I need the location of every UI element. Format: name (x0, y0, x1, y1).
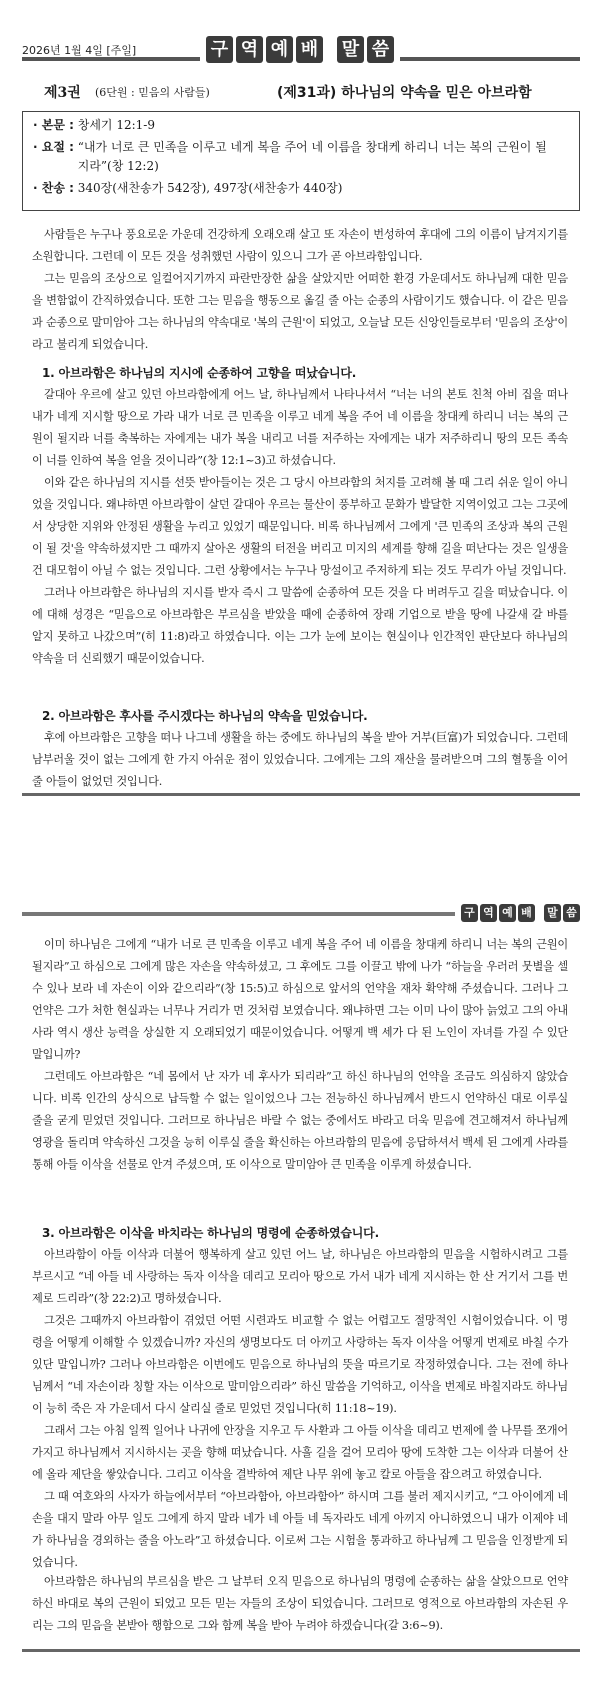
section-3-heading: 3. 아브라함은 이삭을 바치라는 하나님의 명령에 순종하였습니다. (42, 1226, 379, 1240)
section-1-heading: 1. 아브라함은 하나님의 지시에 순종하여 고향을 떠났습니다. (42, 366, 357, 380)
title-char: 역 (480, 904, 497, 922)
second-page-header (22, 904, 580, 926)
scripture-row (33, 116, 569, 135)
lesson-title: (제31과) 하나님의 약속을 믿은 아브라함 (277, 85, 532, 101)
page-bottom-rule (22, 793, 580, 796)
page-header (22, 34, 580, 68)
title-char: 구 (206, 36, 233, 63)
scripture-text: 창세기 12:1-9 (77, 118, 155, 132)
section-1-paragraph: 갈대아 우르에 살고 있던 아브라함에게 어느 날, 하나님께서 나타나셔서 “너는 너의 본토 친척 아비 집을 떠나 내가 네게 지시할 땅으로 가라 내가 너로 큰 민족을 이루고 네게 복을 주어 네 이름을 창대케 하리니 너는 복의 근원이 될지라 너를 축복하는 자에게는 내가 복을 내리고 너를 저주하는 자에게는 내가 저주하리니 땅의 모든 족속이 너를 인하여 복을 얻을 것이니라”(창 12:1~3)고 하셨습니다. (32, 388, 568, 467)
title-char: 씀 (367, 36, 394, 63)
section-3-paragraph: 아브라함이 아들 이삭과 더불어 행복하게 살고 있던 어느 날, 하나님은 아브라함의 믿음을 시험하시려고 그를 부르시고 “네 아들 네 사랑하는 독자 이삭을 데리고 모리아 땅으로 가서 내가 네게 지시하는 한 산 거기서 그를 번제로 드리라”(창 22:2)고 명하셨습니다. (32, 1248, 568, 1305)
section-3-paragraph: 그것은 그때까지 아브라함이 겪었던 어떤 시련과도 비교할 수 없는 어렵고도 절망적인 시험이었습니다. 이 명령을 어떻게 이해할 수 있겠습니까? 자신의 생명보다도 더 아끼고 사랑하는 독자 이삭을 어떻게 번제로 바칠 수가 있단 말입니까? 그러나 아브라함은 이번에도 믿음으로 하나님의 뜻을 따르기로 작정하였습니다. 그는 전에 하나님께서 “네 자손이라 칭할 자는 이삭으로 말미암으리라” 하신 말씀을 기억하고, 이삭을 번제로 바칠지라도 하나님이 능히 죽은 자 가운데서 다시 살리실 줄로 믿었던 것입니다(히 11:18~19). (32, 1314, 568, 1415)
section-2-continued (32, 934, 568, 1176)
key-verse-label: · 요절 : (33, 140, 74, 154)
intro-paragraph: 그는 믿음의 조상으로 일컬어지기까지 파란만장한 삶을 살았지만 어떠한 환경 가운데서도 하나님께 대한 믿음을 변함없이 간직하였습니다. 또한 그는 믿음을 행동으로 옮길 줄 아는 순종의 사람이기도 했습니다. 이 같은 믿음과 순종으로 말미암아 그는 하나님의 약속대로 '복의 근원'이 되었고, 오늘날 모든 신앙인들로부터 '믿음의 조상'이라고 불리게 되었습니다. (32, 272, 568, 351)
title-char: 구 (461, 904, 478, 922)
hymn-label: · 찬송 : (33, 181, 74, 195)
page-end-rule (22, 1649, 580, 1652)
section-3 (32, 1222, 568, 1574)
section-1-paragraph: 그러나 아브라함은 하나님의 지시를 받자 즉시 그 말씀에 순종하여 모든 것을 다 버려두고 길을 떠났습니다. 이에 대해 성경은 “믿음으로 아브라함은 부르심을 받았을 때에 순종하여 장래 기업으로 받을 땅에 나갈새 갈 바를 알지 못하고 나갔으며”(히 11:8)라고 하였습니다. 이는 그가 눈에 보이는 현실이나 인간적인 판단보다 하나님의 약속을 더 신뢰했기 때문이었습니다. (32, 586, 568, 665)
lesson-unit: (6단원 : 믿음의 사람들) (95, 86, 210, 99)
section-1 (32, 362, 568, 670)
lesson-heading (44, 82, 564, 104)
title-char: 말 (337, 36, 364, 63)
title-char: 배 (296, 36, 323, 63)
section-2-paragraph: 그런데도 아브라함은 “네 몸에서 난 자가 네 후사가 되리라”고 하신 하나님의 언약을 조금도 의심하지 않았습니다. 비록 인간의 상식으로 납득할 수 없는 일이었으나 그는 전능하신 하나님께서 반드시 언약하신 대로 이루실 줄을 굳게 믿었던 것입니다. 그러므로 하나님은 바랄 수 없는 중에서도 바라고 더욱 믿음에 견고해져서 하나님께 영광을 돌리며 약속하신 그것을 능히 이루실 줄을 확신하는 아브라함의 믿음에 응답하셔서 백세 된 그에게 사라를 통해 아들 이삭을 선물로 안겨 주셨으며, 또 이삭으로 말미암아 큰 민족을 이루게 하셨습니다. (32, 1070, 568, 1171)
conclusion (32, 1571, 568, 1637)
title-char: 역 (236, 36, 263, 63)
section-2 (32, 705, 568, 793)
title-char: 말 (544, 904, 561, 922)
section-3-paragraph: 그래서 그는 아침 일찍 일어나 나귀에 안장을 지우고 두 사환과 그 아들 이삭을 데리고 번제에 쓸 나무를 쪼개어 가지고 하나님께서 지시하시는 곳을 향해 떠났습니다. 사흘 길을 걸어 모리아 땅에 도착한 그는 이삭과 더불어 산에 올라 제단을 쌓았습니다. 그리고 이삭을 결박하여 제단 나무 위에 놓고 칼로 아들을 잡으려고 하였습니다. (32, 1424, 568, 1481)
hymn-row (33, 179, 569, 198)
lesson-volume: 제3권 (44, 85, 81, 101)
second-header-title (455, 904, 580, 922)
conclusion-paragraph: 아브라함은 하나님의 부르심을 받은 그 날부터 오직 믿음으로 하나님의 명령에 순종하는 삶을 살았으므로 언약하신 바대로 복의 근원이 되었고 모든 믿는 자들의 조상이 되었습니다. 그러므로 영적으로 아브라함의 자손된 우리는 그의 믿음을 본받아 행함으로 그와 함께 복을 받아 누려야 하겠습니다(갈 3:6~9). (32, 1575, 568, 1632)
title-char: 예 (499, 904, 516, 922)
hymn-text: 340장(새찬송가 542장), 497장(새찬송가 440장) (77, 181, 343, 195)
key-verse-row (33, 138, 569, 176)
title-char: 배 (518, 904, 535, 922)
lesson-info-box (22, 111, 580, 211)
section-2-paragraph: 후에 아브라함은 고향을 떠나 나그네 생활을 하는 중에도 하나님의 복을 받아 거부(巨富)가 되었습니다. 그런데 남부러울 것이 없는 그에게 한 가지 아쉬운 점이 있었습니다. 그에게는 그의 재산을 물려받으며 그의 혈통을 이어줄 아들이 없었던 것입니다. (32, 731, 568, 788)
title-char: 씀 (563, 904, 580, 922)
section-2-heading: 2. 아브라함은 후사를 주시겠다는 하나님의 약속을 믿었습니다. (42, 709, 368, 723)
scripture-label: · 본문 : (33, 118, 74, 132)
section-1-paragraph: 이와 같은 하나님의 지시를 선뜻 받아들이는 것은 그 당시 아브라함의 처지를 고려해 볼 때 그리 쉬운 일이 아니었을 것입니다. 왜냐하면 아브라함이 살던 갈대아 우르는 물산이 풍부하고 문화가 발달한 지역이었고 그는 그곳에서 상당한 지위와 안정된 생활을 누리고 있었기 때문입니다. 비록 하나님께서 그에게 '큰 민족의 조상과 복의 근원이 될 것'을 약속하셨지만 그 때까지 살아온 생활의 터전을 버리고 미지의 세계를 향해 길을 떠난다는 것은 일생을 건 대모험이 아닐 수 없는 것입니다. 그런 상황에서는 누구나 망설이고 주저하게 되는 것도 무리가 아닐 것입니다. (32, 476, 568, 577)
key-verse-text: “내가 너로 큰 민족을 이루고 네게 복을 주어 네 이름을 창대케 하리니 너는 복의 근원이 될지라”(창 12:2) (77, 140, 547, 173)
header-title (200, 36, 400, 63)
section-3-paragraph: 그 때 여호와의 사자가 하늘에서부터 “아브라함아, 아브라함아” 하시며 그를 불러 제지시키고, “그 아이에게 네 손을 대지 말라 아무 일도 그에게 하지 말라 네가 네 아들 네 독자라도 네게 아끼지 아니하였으니 내가 이제야 네가 하나님을 경외하는 줄을 아노라”고 하셨습니다. 이로써 그는 시험을 통과하고 하나님께 그 믿음을 인정받게 되었습니다. (32, 1490, 568, 1569)
intro-paragraph: 사람들은 누구나 풍요로운 가운데 건강하게 오래오래 살고 또 자손이 번성하여 후대에 그의 이름이 남겨지기를 소원합니다. 그런데 이 모든 것을 성취했던 사람이 있으니 그가 곧 아브라함입니다. (32, 228, 568, 263)
title-char: 예 (266, 36, 293, 63)
header-date: 2026년 1월 4일 [주일] (22, 44, 137, 57)
intro-text (32, 224, 568, 356)
section-2-paragraph: 이미 하나님은 그에게 “내가 너로 큰 민족을 이루고 네게 복을 주어 네 이름을 창대케 하리니 너는 복의 근원이 될지라”고 하심으로 그에게 많은 자손을 약속하셨고, 그 후에도 그를 이끌고 밖에 나가 “하늘을 우러러 뭇별을 셀 수 있나 보라 네 자손이 이와 같으리라”(창 15:5)고 하심으로 앞서의 언약을 재차 확약해 주셨습니다. 그러나 그 언약은 그가 처한 현실과는 너무나 거리가 먼 것처럼 보였습니다. 왜냐하면 그는 이미 나이 많아 늙었고 그의 아내 사라 역시 생산 능력을 상실한 지 오래되었기 때문이었습니다. 어떻게 백 세가 다 된 노인이 자녀를 가질 수 있단 말입니까? (32, 938, 568, 1061)
